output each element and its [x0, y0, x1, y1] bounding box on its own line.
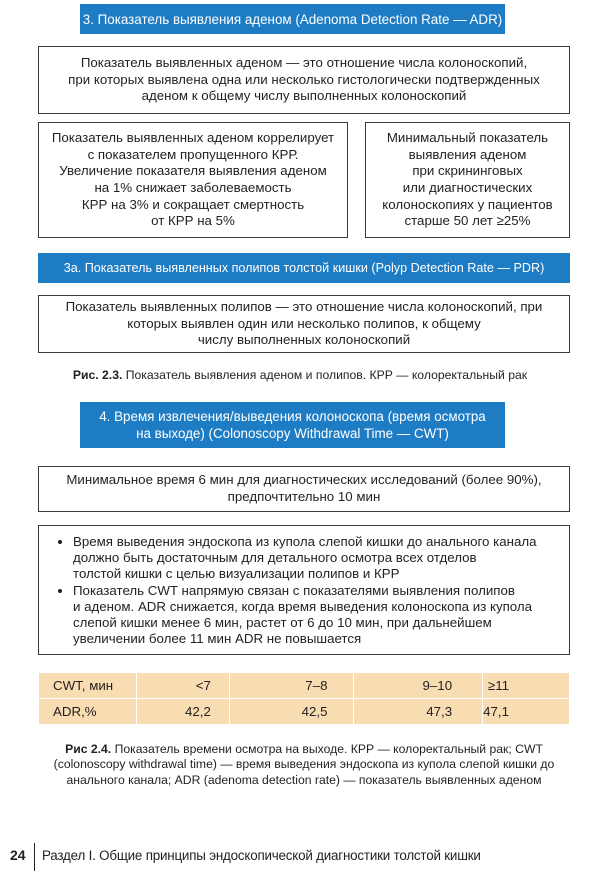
cwt-minimum-line: предпочтительно 10 мин	[227, 489, 381, 504]
pdr-definition-line: числу выполненных колоноскопий	[197, 332, 411, 348]
cwt-adr-table	[38, 672, 570, 725]
adr-header	[80, 4, 505, 34]
pdr-definition-box	[38, 295, 570, 353]
footer-divider	[34, 843, 35, 871]
table-cell: 47,3	[354, 699, 483, 725]
pdr-header-text: 3а. Показатель выявленных полипов толстой кишки (Polyp Detection Rate — PDR)	[63, 260, 545, 275]
adr-minimum-line: колоноскопиях у пациентов	[382, 196, 553, 212]
adr-definition-line: при которых выявлена одна или несколько гистологически подтвержденных	[68, 71, 540, 87]
bullet-line: толстой кишки с целью визуализации полипов и КРР	[73, 566, 400, 582]
bullet-line: слепой кишки менее 6 мин, растет от 6 до 10 мин, при дальнейшем	[73, 615, 492, 631]
cwt-minimum-box	[38, 466, 570, 512]
figure-2-4-text: (colonoscopy withdrawal time) — время выведения эндоскопа из купола слепой кишки до	[53, 757, 555, 772]
table-cell: 42,5	[229, 699, 354, 725]
pdr-definition-line: Показатель выявленных полипов — это отношение числа колоноскопий, при	[65, 299, 543, 315]
bullet-line: • Показатель CWT напрямую связан с показателями выявления полипов	[73, 582, 515, 598]
bullet-line: • Время выведения эндоскопа из купола слепой кишки до анального канала	[73, 534, 537, 549]
cwt-header-line: 4. Время извлечения/выведения колоноскопа (время осмотра	[99, 409, 486, 424]
cwt-header	[80, 402, 505, 448]
bullet-line: увеличении более 11 мин ADR не повышается	[73, 631, 362, 647]
adr-definition-box	[38, 46, 570, 114]
adr-correlation-line: Увеличение показателя выявления аденом	[59, 163, 327, 179]
table-row	[39, 673, 570, 699]
adr-correlation-box	[38, 122, 348, 238]
figure-2-3-label: Рис. 2.3.	[72, 368, 123, 382]
page-number: 24	[10, 847, 26, 863]
cwt-bullets-box	[38, 525, 570, 655]
bullet-line: и аденом. ADR снижается, когда время выведения колоноскопа из купола	[73, 598, 533, 614]
adr-correlation-line: с показателем пропущенного КРР.	[87, 146, 299, 162]
pdr-header	[38, 253, 570, 283]
table-cell: 9–10	[354, 673, 483, 699]
figure-2-3-text: Показатель выявления аденом и полипов. КРР — колоректальный рак	[122, 368, 528, 382]
cwt-minimum-line: Минимальное время 6 мин для диагностических исследований (более 90%),	[66, 472, 542, 488]
pdr-definition-line: которых выявлен один или несколько полипов, к общему	[127, 315, 481, 331]
table-cell: 42,2	[137, 699, 230, 725]
figure-2-4-label: Рис 2.4.	[65, 742, 112, 756]
adr-minimum-line: или диагностических	[402, 180, 533, 195]
bullet-item	[73, 534, 559, 583]
table-row	[39, 699, 570, 725]
table-cell: 7–8	[229, 673, 354, 699]
table-cell: <7	[137, 673, 230, 699]
adr-minimum-line: при скрининговых	[412, 163, 523, 179]
adr-minimum-line: старше 50 лет ≥25%	[404, 213, 531, 229]
table-cell: ≥11	[483, 673, 570, 699]
adr-correlation-line: Показатель выявленных аденом коррелирует	[51, 130, 335, 146]
adr-header-text: 3. Показатель выявления аденом (Adenoma Detection Rate — ADR)	[82, 11, 503, 27]
adr-correlation-line: от КРР на 5%	[151, 213, 235, 229]
figure-2-4-text: Показатель времени осмотра на выходе. КРР — колоректальный рак; CWT	[111, 742, 543, 756]
figure-2-4-text: анального канала; ADR (adenoma detection rate) — показатель выявленных аденом	[66, 772, 542, 787]
adr-correlation-line: КРР на 3% и сокращает смертность	[81, 196, 305, 212]
adr-minimum-line: Минимальный показатель	[386, 130, 549, 146]
bullet-item	[73, 583, 559, 648]
adr-definition-line: Показатель выявленных аденом — это отношение числа колоноскопий,	[80, 55, 528, 71]
section-title: Раздел I. Общие принципы эндоскопической диагностики толстой кишки	[42, 848, 481, 863]
cwt-header-line: на выходе) (Colonoscopy Withdrawal Time — CWT)	[136, 426, 449, 441]
table-cell: 47,1	[483, 699, 570, 725]
adr-minimum-box	[365, 122, 570, 238]
adr-minimum-line: выявления аденом	[408, 146, 527, 162]
figure-2-4-caption	[30, 742, 578, 788]
table-row-label: CWT, мин	[39, 673, 137, 699]
table-row-label: ADR,%	[39, 699, 137, 725]
figure-2-3-caption	[30, 368, 570, 383]
adr-correlation-line: на 1% снижает заболеваемость	[94, 180, 292, 195]
bullet-line: должно быть достаточным для детального осмотра всех отделов	[73, 550, 477, 566]
adr-definition-line: аденом к общему числу выполненных колоноскопий	[141, 88, 467, 104]
